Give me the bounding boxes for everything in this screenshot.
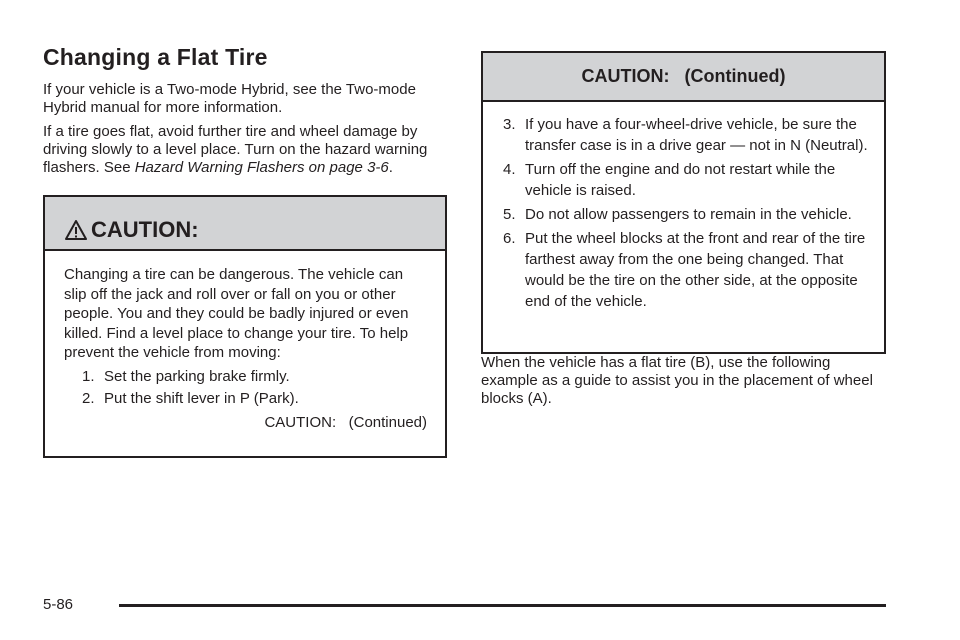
list-number: 2. <box>82 390 95 407</box>
page-number: 5-86 <box>43 596 74 613</box>
intro-end: . <box>388 159 393 176</box>
list-item <box>82 367 427 387</box>
list-text: If you have a four-wheel-drive vehicle, be sure the transfer case is in a drive gear — not in N (Neutral). <box>525 116 868 154</box>
list-item <box>82 389 427 409</box>
list-item <box>503 159 868 201</box>
left-column <box>43 44 447 458</box>
warning-triangle-icon <box>65 219 87 241</box>
caution-box <box>43 195 447 458</box>
caution-body <box>45 251 445 432</box>
intro-paragraph-hybrid: If your vehicle is a Two-mode Hybrid, see the Two-mode Hybrid manual for more information. <box>43 81 416 116</box>
caution-heading: CAUTION: <box>91 217 199 242</box>
caution-continued-body <box>483 102 884 312</box>
list-text: Put the wheel blocks at the front and rear of the tire farthest away from the one being changed. That would be the tire on the other side, at the opposite end of the vehicle. <box>525 230 866 310</box>
list-text: Set the parking brake firmly. <box>104 367 290 385</box>
caution-header <box>45 197 445 251</box>
page-title: Changing a Flat Tire <box>43 44 268 70</box>
list-number: 6. <box>503 230 516 247</box>
list-number: 3. <box>503 116 516 133</box>
hazard-flashers-reference: Hazard Warning Flashers on page 3-6 <box>134 159 389 176</box>
wheel-blocks-paragraph: When the vehicle has a flat tire (B), use the following example as a guide to assist you in the placement of wheel blocks (A). <box>481 354 873 407</box>
list-item <box>503 204 868 225</box>
right-column <box>481 51 886 414</box>
footer-divider <box>119 604 886 607</box>
caution-list <box>82 367 427 409</box>
list-number: 5. <box>503 206 516 223</box>
list-text: Put the shift lever in P (Park). <box>104 390 299 407</box>
caution-continued-box <box>481 51 886 354</box>
list-item <box>503 228 868 312</box>
caution-lead: Changing a tire can be dangerous. The vehicle can slip off the jack and roll over or fall on you or other people. You and they could be badly injured or even killed. Find a level place to change your tire. To help prevent the vehicle from moving: <box>64 266 409 361</box>
caution-continued-header: CAUTION: (Continued) <box>483 53 884 102</box>
list-item <box>503 114 868 156</box>
intro-text: If a tire goes flat, avoid further tire and wheel damage by driving slowly to a level place. Turn on the hazard warning flashers. See <box>43 123 428 176</box>
list-text: Do not allow passengers to remain in the vehicle. <box>525 206 852 223</box>
list-number: 1. <box>82 367 95 385</box>
caution-continued-note: CAUTION: (Continued) <box>264 413 427 431</box>
list-text: Turn off the engine and do not restart while the vehicle is raised. <box>525 161 836 199</box>
list-number: 4. <box>503 161 516 178</box>
intro-paragraph-flat <box>43 123 447 177</box>
